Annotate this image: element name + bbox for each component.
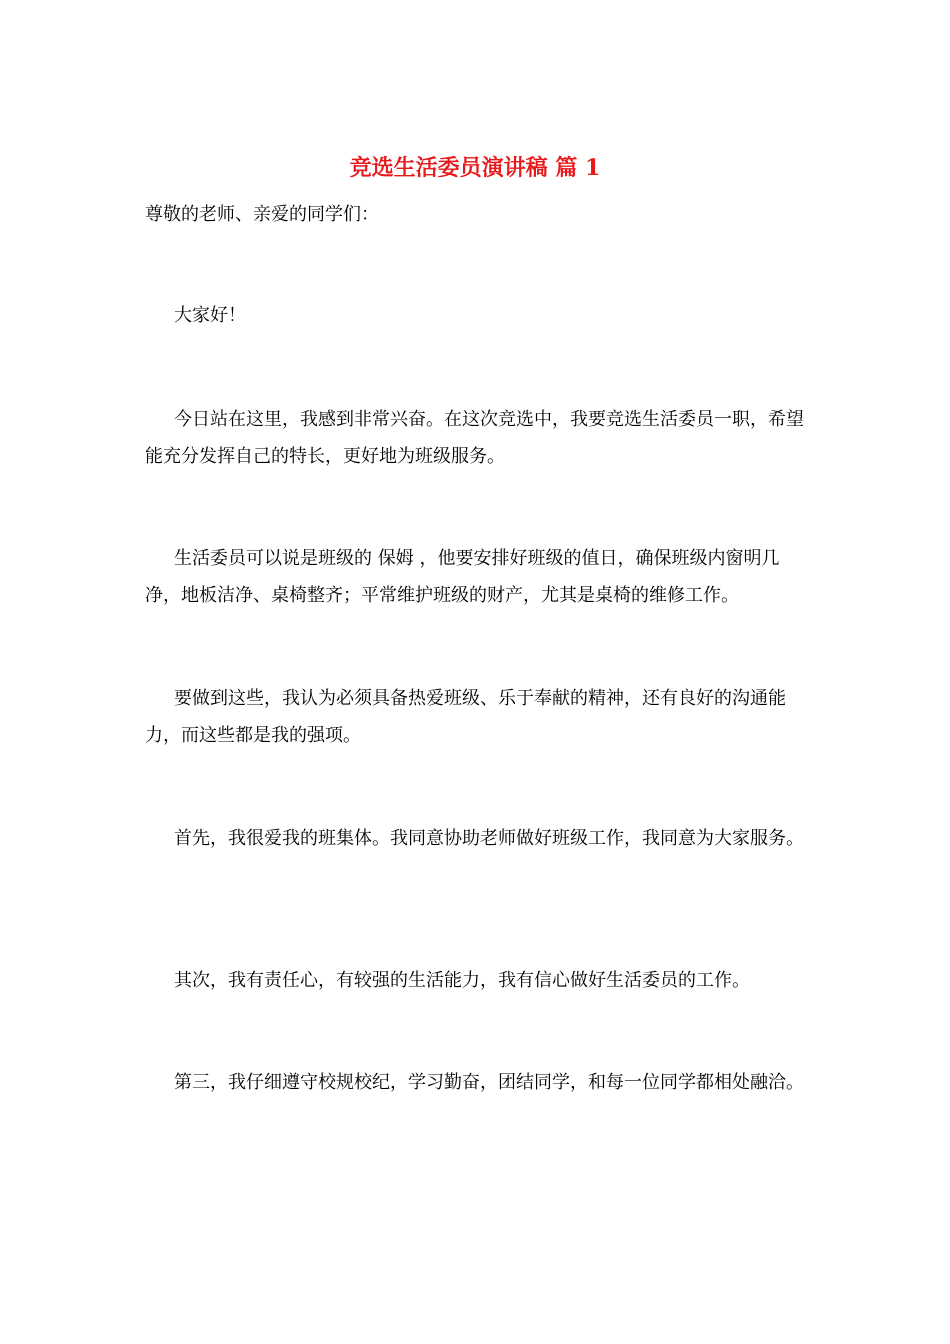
- paragraph-third-reason: 第三，我仔细遵守校规校纪，学习勤奋，团结同学，和每一位同学都相处融洽。: [174, 1072, 804, 1093]
- paragraph-intro: 今日站在这里，我感到非常兴奋。在这次竞选中，我要竞选生活委员一职，希望能充分发挥自己的特长，更好地为班级服务。: [145, 409, 804, 467]
- paragraph-second-reason: 其次，我有责任心，有较强的生活能力，我有信心做好生活委员的工作。: [174, 970, 750, 991]
- paragraph-requirements: 要做到这些，我认为必须具备热爱班级、乐于奉献的精神，还有良好的沟通能力，而这些都是我的强项。: [145, 688, 786, 746]
- paragraph-role-description: 生活委员可以说是班级的 保姆 ，他要安排好班级的值日，确保班级内窗明几净，地板洁净、桌椅整齐；平常维护班级的财产，尤其是桌椅的维修工作。: [145, 548, 780, 606]
- salutation: 尊敬的老师、亲爱的同学们：: [145, 204, 379, 225]
- paragraph-greeting: 大家好！: [174, 305, 246, 326]
- document-title: 竞选生活委员演讲稿 篇 1: [349, 155, 601, 181]
- paragraph-first-reason: 首先，我很爱我的班集体。我同意协助老师做好班级工作，我同意为大家服务。: [174, 828, 804, 849]
